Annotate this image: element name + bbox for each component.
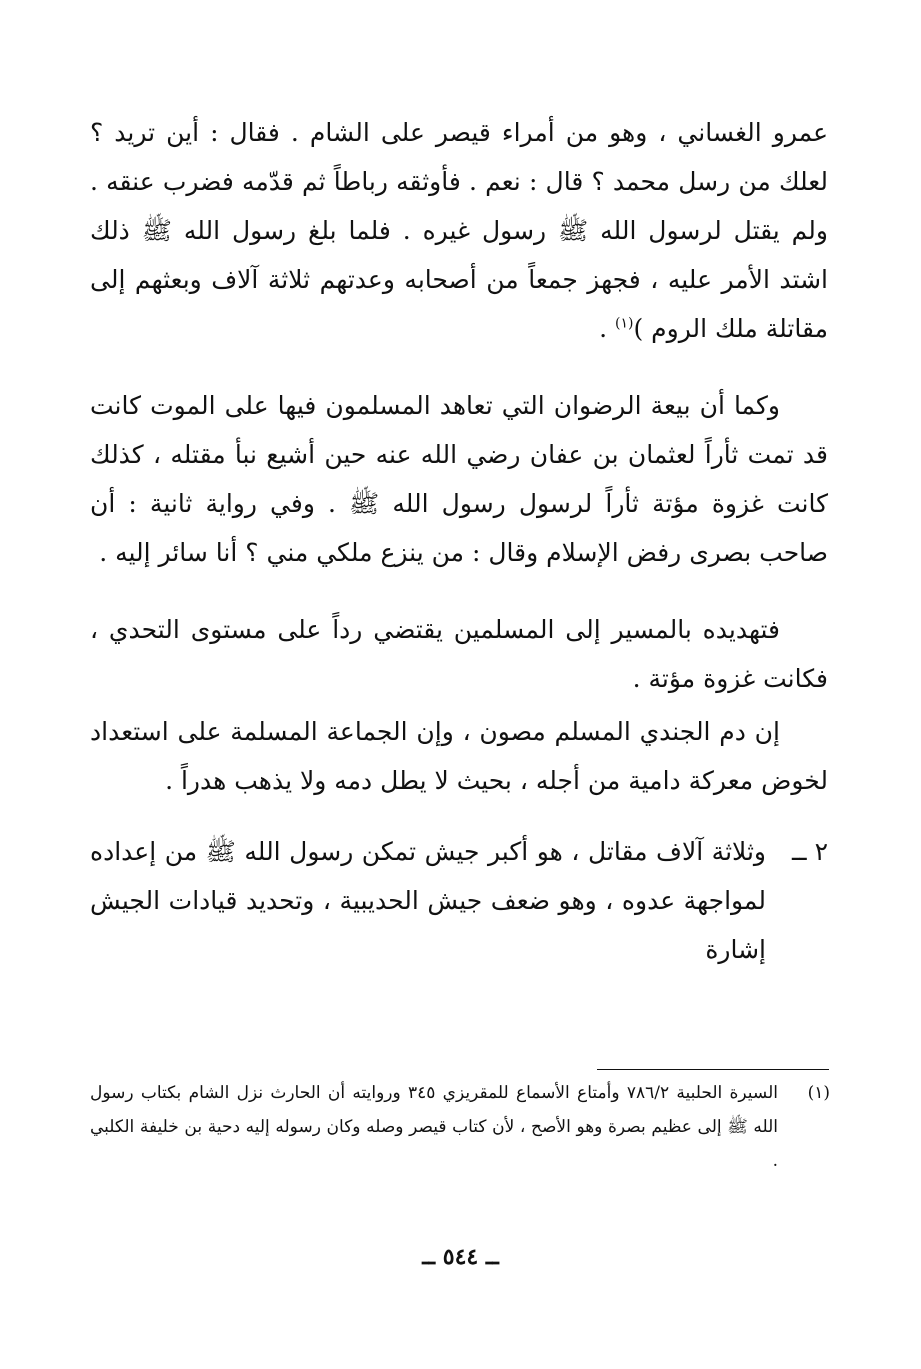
footnote-text: السيرة الحلبية ٧٨٦/٢ وأمتاع الأسماع للمقريزي ٣٤٥ وروايته أن الحارث نزل الشام بكتاب رسول الله ﷺ إلى عظيم بصرة وهو الأصح ، لأن كتاب قيصر وصله وكان رسوله إليه دحية بن خليفة الكلبي . <box>90 1083 779 1171</box>
paragraph-4: إن دم الجندي المسلم مصون ، وإن الجماعة المسلمة على استعداد لخوض معركة دامية من أجله ، بحيث لا يطل دمه ولا يذهب هدراً . <box>90 717 828 795</box>
paragraph-1 <box>90 108 828 353</box>
footnote-1 <box>90 1076 830 1178</box>
footnote-divider <box>597 1069 829 1070</box>
numbered-item-2 <box>90 827 828 974</box>
footnote-number: (١) <box>807 1083 830 1103</box>
footnotes <box>90 1076 830 1178</box>
item-number: ٢ ــ <box>791 837 828 866</box>
main-text <box>90 108 828 974</box>
paragraph-3: فتهديده بالمسير إلى المسلمين يقتضي رداً على مستوى التحدي ، فكانت غزوة مؤتة . <box>90 615 828 693</box>
footnote-reference: (١) <box>615 315 634 332</box>
paragraph-2: وكما أن بيعة الرضوان التي تعاهد المسلمون فيها على الموت كانت قد تمت ثأراً لعثمان بن عفان رضي الله عنه حين أشيع نبأ مقتله ، كذلك كانت غزوة مؤتة ثأراً لرسول رسول الله ﷺ . وفي رواية ثانية : أن صاحب بصرى رفض الإسلام وقال : من ينزع ملكي مني ؟ أنا سائر إليه . <box>90 391 828 567</box>
item-text: وثلاثة آلاف مقاتل ، هو أكبر جيش تمكن رسول الله ﷺ من إعداده لمواجهة عدوه ، وهو ضعف جيش الحديبية ، وتحديد قيادات الجيش إشارة <box>90 837 766 964</box>
page-number: ــ ٥٤٤ ــ <box>422 1244 499 1270</box>
paragraph-1-text: عمرو الغساني ، وهو من أمراء قيصر على الشام . فقال : أين تريد ؟ لعلك من رسل محمد ؟ قال : نعم . فأوثقه رباطاً ثم قدّمه فضرب عنقه . ولم يقتل لرسول الله ﷺ رسول غيره . فلما بلغ رسول الله ﷺ ذلك اشتد الأمر عليه ، فجهز جمعاً من أصحابه وعدتهم ثلاثة آلاف وبعثهم إلى مقاتلة ملك الروم ) <box>90 118 828 343</box>
paragraph-1-end: . <box>599 314 615 343</box>
